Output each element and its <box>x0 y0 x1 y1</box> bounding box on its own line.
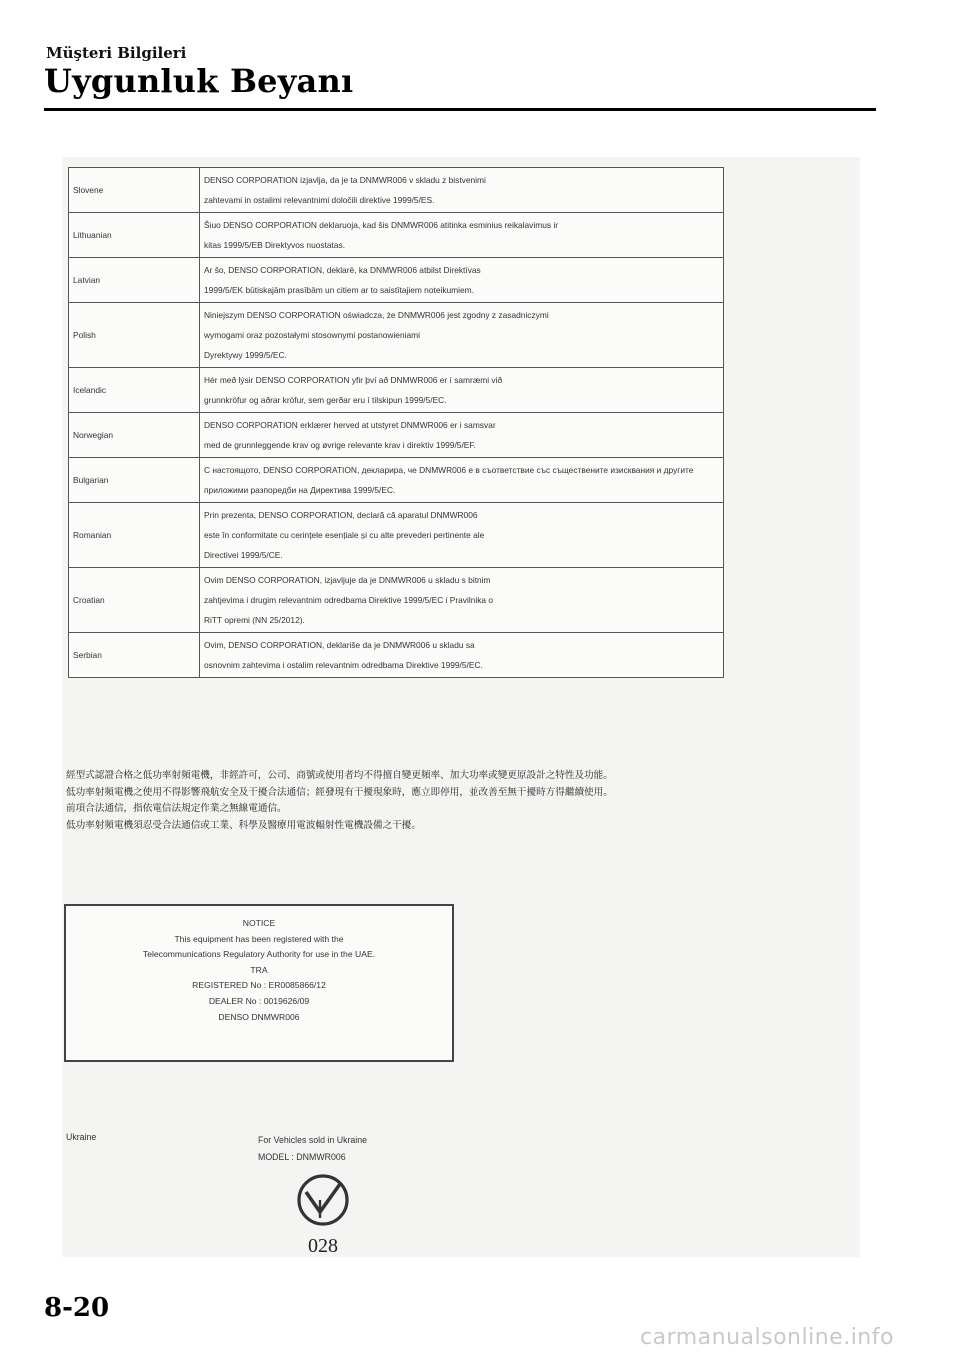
declaration-row <box>69 303 724 368</box>
declaration-text: Ovim DENSO CORPORATION, izjavljuje da je DNMWR006 u skladu s bitnim zahtjevima i drugim relevantnim odredbama Direktive 1999/5/EC i Pravilnika o RiTT opremi (NN 25/2012). <box>200 568 724 633</box>
notice-line: Telecommunications Regulatory Authority for use in the UAE. <box>142 949 376 960</box>
declaration-text: Šiuo DENSO CORPORATION deklaruoja, kad šis DNMWR006 atitinka esminius reikalavimus ir kitas 1999/5/EB Direktyvos nuostatas. <box>200 213 724 258</box>
section-label: Müşteri Bilgileri <box>46 44 187 62</box>
page-number: 8-20 <box>44 1293 110 1323</box>
declaration-text: Prin prezenta, DENSO CORPORATION, declară că aparatul DNMWR006 este în conformitate cu cerințele esențiale și cu alte prevederi pertinente ale Directivei 1999/5/CE. <box>200 503 724 568</box>
declaration-language: Romanian <box>69 503 200 568</box>
ukraine-line: MODEL : DNMWR006 <box>258 1152 346 1162</box>
ukraine-line: For Vehicles sold in Ukraine <box>258 1135 368 1145</box>
declaration-language: Serbian <box>69 633 200 678</box>
taiwan-notice-line: 前項合法通信，指依電信法規定作業之無線電通信。 <box>66 803 287 814</box>
notice-heading: NOTICE <box>242 918 276 928</box>
ukraine-conformity-mark-icon <box>290 1172 356 1256</box>
declaration-text: Hér með lýsir DENSO CORPORATION yfir því að DNMWR006 er í samræmi við grunnkröfur og aðrar kröfur, sem gerðar eru í tilskipun 1999/5/EC. <box>200 368 724 413</box>
declaration-row <box>69 413 724 458</box>
declaration-row <box>69 368 724 413</box>
ukraine-label: Ukraine <box>66 1132 97 1142</box>
declaration-language: Bulgarian <box>69 458 200 503</box>
declaration-language: Icelandic <box>69 368 200 413</box>
notice-line: This equipment has been registered with the <box>174 933 344 944</box>
declaration-row <box>69 633 724 678</box>
declaration-text: Ar šo, DENSO CORPORATION, deklarē, ka DNMWR006 atbilst Direktīvas 1999/5/EK būtiskajām prasībām un citiem ar to saistītajiem noteikumiem. <box>200 258 724 303</box>
title-divider <box>44 108 876 111</box>
uae-tra-notice-box <box>64 904 454 1062</box>
ukraine-mark-number: 028 <box>308 1235 338 1256</box>
declaration-row <box>69 213 724 258</box>
ukraine-details <box>258 1132 367 1166</box>
declaration-text: С настоящото, DENSO CORPORATION, декларира, че DNMWR006 е в съответствие със съществените изисквания и другите приложими разпоредби на Директива 1999/5/ЕС. <box>200 458 724 503</box>
declaration-table <box>68 167 724 678</box>
declaration-language: Lithuanian <box>69 213 200 258</box>
declaration-language: Latvian <box>69 258 200 303</box>
taiwan-ncc-notice <box>66 768 856 834</box>
page-title: Uygunluk Beyanı <box>44 62 354 100</box>
taiwan-notice-line: 低功率射頻電機須忍受合法通信或工業、科學及醫療用電波輻射性電機設備之干擾。 <box>66 819 421 831</box>
declaration-row <box>69 258 724 303</box>
model-name: DENSO DNMWR006 <box>218 1011 300 1022</box>
declaration-row <box>69 503 724 568</box>
dealer-number: DEALER No : 0019626/09 <box>208 995 310 1006</box>
watermark: carmanualsonline.info <box>640 1325 894 1350</box>
declaration-language: Norwegian <box>69 413 200 458</box>
declaration-text: Niniejszym DENSO CORPORATION oświadcza, że DNMWR006 jest zgodny z zasadniczymi wymogami oraz pozostałymi stosownymi postanowieniami Dyrektywy 1999/5/EC. <box>200 303 724 368</box>
registered-number: REGISTERED No : ER0085866/12 <box>192 980 326 991</box>
declaration-text: DENSO CORPORATION izjavlja, da je ta DNMWR006 v skladu z bistvenimi zahtevami in ostalimi relevantnimi določili direktive 1999/5/ES. <box>200 168 724 213</box>
taiwan-notice-line: 低功率射頻電機之使用不得影響飛航安全及干擾合法通信；經發現有干擾現象時，應立即停用，並改善至無干擾時方得繼續使用。 <box>66 786 613 798</box>
declaration-row <box>69 568 724 633</box>
taiwan-notice-line: 經型式認證合格之低功率射頻電機，非經許可，公司、商號或使用者均不得擅自變更頻率、加大功率或變更原設計之特性及功能。 <box>66 770 613 781</box>
notice-line: TRA <box>250 964 268 975</box>
declaration-language: Croatian <box>69 568 200 633</box>
declaration-row <box>69 168 724 213</box>
declaration-text: Ovim, DENSO CORPORATION, deklariše da je DNMWR006 u skladu sa osnovnim zahtevima i ostalim relevantnim odredbama Direktive 1999/5/EC. <box>200 633 724 678</box>
declaration-text: DENSO CORPORATION erklærer herved at utstyret DNMWR006 er i samsvar med de grunnleggende krav og øvrige relevante krav i direktiv 1999/5/EF. <box>200 413 724 458</box>
declaration-language: Slovene <box>69 168 200 213</box>
declaration-row <box>69 458 724 503</box>
declaration-language: Polish <box>69 303 200 368</box>
